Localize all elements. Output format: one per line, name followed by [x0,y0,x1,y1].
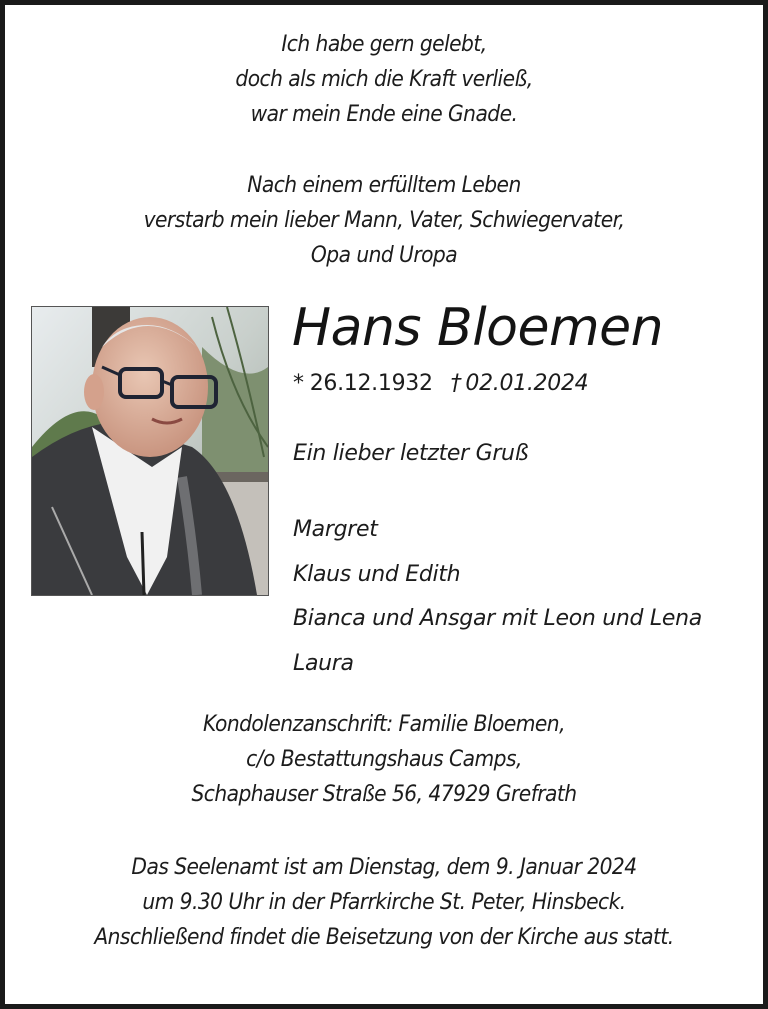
birth-date: 26.12.1932 [309,371,433,396]
verse-line: war mein Ende eine Gnade. [250,102,518,127]
mourner: Margret [293,517,378,542]
service-line: um 9.30 Uhr in der Pfarrkirche St. Peter, Hinsbeck. [142,890,626,915]
intro-line: Nach einem erfülltem Leben [247,173,521,198]
mourner: Klaus und Edith [293,561,461,587]
mourner: Bianca und Ansgar mit Leon und Lena [293,606,702,631]
mourners-list [293,508,702,686]
address-line: Schaphauser Straße 56, 47929 Grefrath [191,782,577,807]
intro-text [35,168,732,273]
farewell-greeting: Ein lieber letzter Gruß [293,441,529,466]
service-line: Anschließend findet die Beisetzung von der Kirche aus statt. [94,925,674,950]
cross-icon: † [450,371,462,396]
address-line: c/o Bestattungshaus Camps, [246,747,522,772]
life-dates [293,368,588,400]
obituary-card [5,5,763,1004]
address-line: Kondolenzanschrift: Familie Bloemen, [203,712,565,737]
death-date: 02.01.2024 [465,371,589,396]
service-info [35,850,732,955]
service-line: Das Seelenamt ist am Dienstag, dem 9. Januar 2024 [131,855,637,880]
verse-line: doch als mich die Kraft verließ, [235,67,533,92]
intro-line: Opa und Uropa [310,243,458,268]
verse-line: Ich habe gern gelebt, [281,32,487,57]
intro-line: verstarb mein lieber Mann, Vater, Schwiegervater, [143,208,625,233]
mourner: Laura [293,650,354,676]
verse [35,27,732,132]
deceased-name: Hans Bloemen [292,298,664,358]
condolence-address [35,707,732,812]
portrait-photo [31,306,269,596]
birth-symbol: * [293,371,304,396]
